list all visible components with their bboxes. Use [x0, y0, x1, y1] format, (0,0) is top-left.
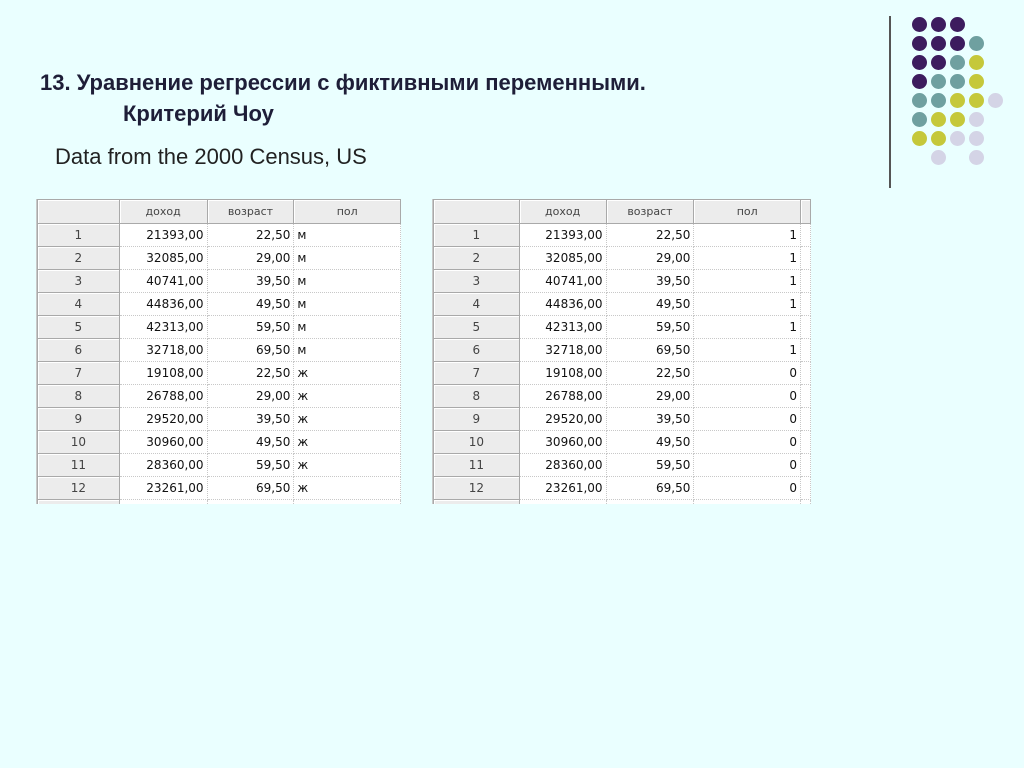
sex-cell[interactable]: ж — [294, 408, 401, 431]
empty-cell[interactable] — [800, 270, 810, 293]
sex-cell[interactable]: 1 — [694, 224, 801, 247]
empty-cell[interactable] — [800, 316, 810, 339]
sex-cell[interactable]: 0 — [694, 362, 801, 385]
row-number-cell[interactable]: 8 — [434, 385, 520, 408]
column-header-age[interactable]: возраст — [606, 200, 694, 224]
sex-cell[interactable]: 0 — [694, 454, 801, 477]
column-header-sex[interactable]: пол — [694, 200, 801, 224]
decorative-dot-purple — [912, 55, 927, 70]
age-cell[interactable]: 49,50 — [207, 293, 294, 316]
decorative-dot-purple — [950, 36, 965, 51]
income-cell[interactable]: 21393,00 — [119, 224, 207, 247]
income-cell[interactable]: 29520,00 — [519, 408, 606, 431]
sex-cell[interactable]: 0 — [694, 385, 801, 408]
income-cell[interactable]: 42313,00 — [519, 316, 606, 339]
data-table-left — [36, 199, 401, 504]
table-row-partial — [38, 500, 401, 505]
slide-subtitle: Data from the 2000 Census, US — [55, 144, 367, 169]
decorative-dot-purple — [931, 36, 946, 51]
empty-cell — [519, 500, 606, 505]
decorative-dot-yellow — [969, 55, 984, 70]
empty-cell[interactable] — [800, 477, 810, 500]
sex-cell[interactable]: ж — [294, 385, 401, 408]
decorative-dot-teal — [931, 74, 946, 89]
row-number-cell[interactable]: 3 — [38, 270, 120, 293]
table-row — [38, 431, 401, 454]
table-row — [434, 316, 811, 339]
table-row — [434, 362, 811, 385]
empty-cell[interactable] — [800, 293, 810, 316]
age-cell[interactable]: 69,50 — [606, 477, 694, 500]
empty-cell[interactable] — [800, 339, 810, 362]
decorative-dot-purple — [931, 55, 946, 70]
decorative-dot-lavender — [969, 150, 984, 165]
column-header-age[interactable]: возраст — [207, 200, 294, 224]
data-table-right — [432, 199, 811, 504]
empty-cell — [294, 500, 401, 505]
table-row — [38, 224, 401, 247]
sex-cell[interactable]: м — [294, 339, 401, 362]
row-number-cell[interactable]: 5 — [434, 316, 520, 339]
decorative-dot-yellow — [969, 93, 984, 108]
empty-cell — [119, 500, 207, 505]
sex-cell[interactable]: ж — [294, 362, 401, 385]
table-row — [38, 339, 401, 362]
table-row — [38, 293, 401, 316]
table-row-partial — [434, 500, 811, 505]
decorative-dot-purple — [912, 74, 927, 89]
row-number-cell[interactable]: 3 — [434, 270, 520, 293]
decorative-dot-yellow — [931, 131, 946, 146]
corner-cell[interactable] — [38, 200, 120, 224]
age-cell[interactable]: 29,00 — [207, 385, 294, 408]
sex-cell[interactable]: м — [294, 247, 401, 270]
age-cell[interactable]: 69,50 — [207, 477, 294, 500]
age-cell[interactable]: 22,50 — [606, 362, 694, 385]
sex-cell[interactable]: 1 — [694, 270, 801, 293]
row-number-cell[interactable]: 4 — [38, 293, 120, 316]
table-row — [38, 362, 401, 385]
row-number-cell[interactable]: 1 — [434, 224, 520, 247]
sex-cell[interactable]: 0 — [694, 477, 801, 500]
empty-cell[interactable] — [800, 247, 810, 270]
row-number-cell[interactable]: 10 — [38, 431, 120, 454]
age-cell[interactable]: 49,50 — [606, 431, 694, 454]
row-number-cell[interactable]: 6 — [434, 339, 520, 362]
age-cell[interactable]: 49,50 — [207, 431, 294, 454]
decorative-dot-teal — [950, 55, 965, 70]
column-header-empty[interactable] — [800, 200, 810, 224]
income-cell[interactable]: 26788,00 — [119, 385, 207, 408]
decorative-dot-lavender — [969, 131, 984, 146]
slide-title: 13. Уравнение регрессии с фиктивными переменными. — [40, 70, 646, 95]
empty-cell — [800, 500, 810, 505]
decorative-dot-purple — [931, 17, 946, 32]
row-number-cell[interactable]: 11 — [38, 454, 120, 477]
table-row — [434, 270, 811, 293]
sex-cell[interactable]: м — [294, 316, 401, 339]
column-header-income[interactable]: доход — [519, 200, 606, 224]
decorative-dot-purple — [912, 36, 927, 51]
row-number-cell[interactable]: 8 — [38, 385, 120, 408]
age-cell[interactable]: 29,00 — [606, 385, 694, 408]
decorative-dot-teal — [931, 93, 946, 108]
decorative-dot-yellow — [969, 74, 984, 89]
age-cell[interactable]: 29,00 — [606, 247, 694, 270]
income-cell[interactable]: 19108,00 — [519, 362, 606, 385]
decorative-dot-teal — [969, 36, 984, 51]
income-cell[interactable]: 40741,00 — [119, 270, 207, 293]
income-cell[interactable]: 30960,00 — [119, 431, 207, 454]
decorative-dot-purple — [950, 17, 965, 32]
table-row — [38, 247, 401, 270]
row-number-cell[interactable]: 12 — [434, 477, 520, 500]
age-cell[interactable]: 22,50 — [207, 362, 294, 385]
sex-cell[interactable]: 1 — [694, 316, 801, 339]
decorative-dot-yellow — [950, 112, 965, 127]
column-header-income[interactable]: доход — [119, 200, 207, 224]
empty-cell — [38, 500, 120, 505]
income-cell[interactable]: 28360,00 — [519, 454, 606, 477]
income-cell[interactable]: 44836,00 — [119, 293, 207, 316]
income-cell[interactable]: 32085,00 — [119, 247, 207, 270]
row-number-cell[interactable]: 7 — [38, 362, 120, 385]
table-row — [434, 408, 811, 431]
table-row — [434, 385, 811, 408]
age-cell[interactable]: 69,50 — [207, 339, 294, 362]
row-number-cell[interactable]: 12 — [38, 477, 120, 500]
table-row — [434, 339, 811, 362]
age-cell[interactable]: 39,50 — [207, 270, 294, 293]
income-cell[interactable]: 32718,00 — [119, 339, 207, 362]
sex-cell[interactable]: м — [294, 224, 401, 247]
income-cell[interactable]: 32085,00 — [519, 247, 606, 270]
sex-cell[interactable]: 1 — [694, 339, 801, 362]
row-number-cell[interactable]: 7 — [434, 362, 520, 385]
empty-cell[interactable] — [800, 362, 810, 385]
sex-cell[interactable]: 0 — [694, 408, 801, 431]
income-cell[interactable]: 44836,00 — [519, 293, 606, 316]
decorative-dot-lavender — [988, 93, 1003, 108]
decorative-dot-lavender — [969, 112, 984, 127]
row-number-cell[interactable]: 9 — [38, 408, 120, 431]
decorative-dot-purple — [912, 17, 927, 32]
sex-cell[interactable]: м — [294, 293, 401, 316]
sex-cell[interactable]: ж — [294, 477, 401, 500]
income-cell[interactable]: 26788,00 — [519, 385, 606, 408]
age-cell[interactable]: 59,50 — [606, 454, 694, 477]
row-number-cell[interactable]: 2 — [38, 247, 120, 270]
income-cell[interactable]: 32718,00 — [519, 339, 606, 362]
table-row — [434, 247, 811, 270]
table-row — [434, 293, 811, 316]
row-number-cell[interactable]: 4 — [434, 293, 520, 316]
empty-cell — [207, 500, 294, 505]
empty-cell[interactable] — [800, 408, 810, 431]
age-cell[interactable]: 39,50 — [207, 408, 294, 431]
age-cell[interactable]: 29,00 — [207, 247, 294, 270]
empty-cell — [606, 500, 694, 505]
empty-cell — [694, 500, 801, 505]
row-number-cell[interactable]: 5 — [38, 316, 120, 339]
income-cell[interactable]: 21393,00 — [519, 224, 606, 247]
age-cell[interactable]: 69,50 — [606, 339, 694, 362]
table-row — [434, 224, 811, 247]
sex-cell[interactable]: 0 — [694, 431, 801, 454]
decorative-dot-lavender — [950, 131, 965, 146]
table-header-row — [434, 200, 811, 224]
empty-cell[interactable] — [800, 431, 810, 454]
income-cell[interactable]: 28360,00 — [119, 454, 207, 477]
age-cell[interactable]: 59,50 — [606, 316, 694, 339]
row-number-cell[interactable]: 1 — [38, 224, 120, 247]
corner-cell[interactable] — [434, 200, 520, 224]
age-cell[interactable]: 59,50 — [207, 316, 294, 339]
decorative-dot-lavender — [931, 150, 946, 165]
table-row — [38, 270, 401, 293]
income-cell[interactable]: 23261,00 — [119, 477, 207, 500]
row-number-cell[interactable]: 2 — [434, 247, 520, 270]
sex-cell[interactable]: ж — [294, 431, 401, 454]
table-row — [434, 477, 811, 500]
table-row — [434, 431, 811, 454]
table-row — [38, 477, 401, 500]
table-row — [38, 385, 401, 408]
empty-cell[interactable] — [800, 224, 810, 247]
sex-cell[interactable]: 1 — [694, 293, 801, 316]
table-row — [434, 454, 811, 477]
table-row — [38, 408, 401, 431]
sex-cell[interactable]: ж — [294, 454, 401, 477]
slide-title-line2: Критерий Чоу — [123, 101, 274, 126]
income-cell[interactable]: 23261,00 — [519, 477, 606, 500]
decorative-dot-yellow — [912, 131, 927, 146]
decorative-dot-teal — [950, 74, 965, 89]
age-cell[interactable]: 22,50 — [207, 224, 294, 247]
age-cell[interactable]: 49,50 — [606, 293, 694, 316]
row-number-cell[interactable]: 10 — [434, 431, 520, 454]
table-header-row — [38, 200, 401, 224]
table-row — [38, 454, 401, 477]
table-row — [38, 316, 401, 339]
row-number-cell[interactable]: 11 — [434, 454, 520, 477]
decorative-dot-teal — [912, 93, 927, 108]
income-cell[interactable]: 19108,00 — [119, 362, 207, 385]
row-number-cell[interactable]: 9 — [434, 408, 520, 431]
decorative-dot-teal — [912, 112, 927, 127]
empty-cell[interactable] — [800, 385, 810, 408]
age-cell[interactable]: 39,50 — [606, 270, 694, 293]
column-header-sex[interactable]: пол — [294, 200, 401, 224]
income-cell[interactable]: 42313,00 — [119, 316, 207, 339]
sex-cell[interactable]: м — [294, 270, 401, 293]
income-cell[interactable]: 40741,00 — [519, 270, 606, 293]
empty-cell — [434, 500, 520, 505]
row-number-cell[interactable]: 6 — [38, 339, 120, 362]
decorative-dot-yellow — [931, 112, 946, 127]
age-cell[interactable]: 59,50 — [207, 454, 294, 477]
income-cell[interactable]: 29520,00 — [119, 408, 207, 431]
income-cell[interactable]: 30960,00 — [519, 431, 606, 454]
age-cell[interactable]: 39,50 — [606, 408, 694, 431]
decorative-dot-yellow — [950, 93, 965, 108]
empty-cell[interactable] — [800, 454, 810, 477]
age-cell[interactable]: 22,50 — [606, 224, 694, 247]
divider-line — [889, 16, 891, 188]
sex-cell[interactable]: 1 — [694, 247, 801, 270]
